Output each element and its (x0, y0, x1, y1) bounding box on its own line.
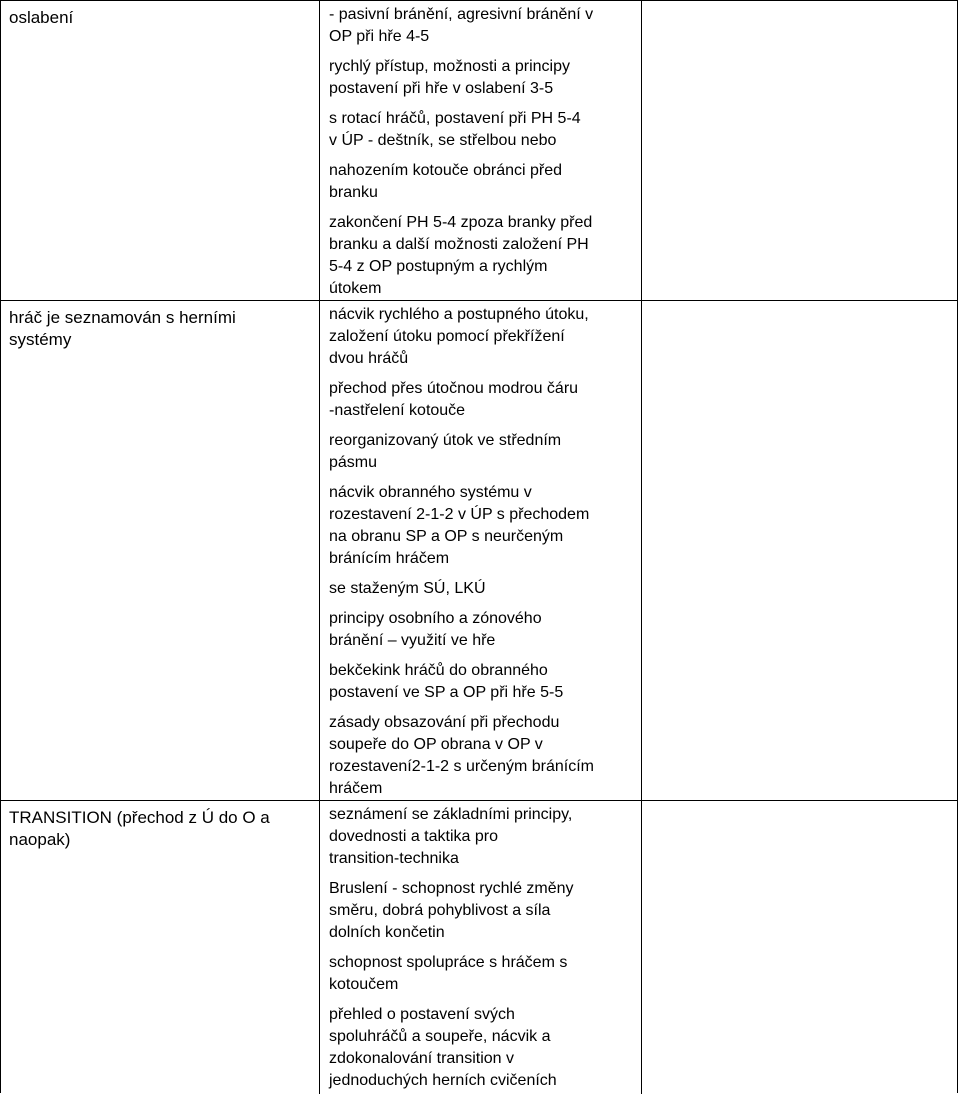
list-item: nácvik obranného systému v rozestavení 2-1-2 v ÚP s přechodem na obranu SP a OP s neurčeným bránícím hráčem (329, 484, 590, 567)
column-divider (319, 801, 320, 1094)
list-item: s rotací hráčů, postavení při PH 5-4 v ÚP - deštník, se střelbou nebo (329, 110, 581, 149)
row-topic: TRANSITION (přechod z Ú do O a naopak) (9, 808, 270, 849)
list-item: zásady obsazování při přechodu soupeře do OP obrana v OP v rozestavení2-1-2 s určeným bránícím hráčem (329, 714, 594, 797)
list-item: nahozením kotouče obránci před branku (329, 162, 563, 201)
list-item: - pasivní bránění, agresivní bránění v OP při hře 4-5 (329, 6, 594, 45)
column-divider (641, 1, 642, 300)
list-item: bekčekink hráčů do obranného postavení ve SP a OP při hře 5-5 (329, 662, 564, 701)
list-item: zakončení PH 5-4 zpoza branky před branku a další možnosti založení PH 5-4 z OP postupným a rychlým útokem (329, 214, 593, 297)
list-item: Bruslení - schopnost rychlé změny směru, dobrá pohyblivost a síla dolních končetin (329, 880, 574, 941)
list-item: se staženým SÚ, LKÚ (329, 580, 486, 597)
row-items (329, 304, 641, 808)
list-item: seznámení se základními principy, dovednosti a taktika pro transition-technika (329, 806, 573, 867)
table-row (1, 801, 957, 1094)
column-divider (319, 1, 320, 300)
list-item: schopnost spolupráce s hráčem s kotoučem (329, 954, 568, 993)
row-topic: oslabení (9, 8, 74, 27)
list-item: rychlý přístup, možnosti a principy postavení při hře v oslabení 3-5 (329, 58, 570, 97)
row-topic: hráč je seznamován s herními systémy (9, 308, 236, 349)
table-row (1, 1, 957, 301)
list-item: nácvik rychlého a postupného útoku, založení útoku pomocí překřížení dvou hráčů (329, 306, 589, 367)
list-item: přehled o postavení svých spoluhráčů a soupeře, nácvik a zdokonalování transition v jednoduchých herních cvičeních (329, 1006, 557, 1089)
column-divider (641, 801, 642, 1094)
row-items (329, 4, 641, 308)
row-items (329, 804, 641, 1100)
list-item: přechod přes útočnou modrou čáru -nastřelení kotouče (329, 380, 579, 419)
column-divider (641, 301, 642, 800)
list-item: principy osobního a zónového bránění – využití ve hře (329, 610, 542, 649)
list-item: reorganizovaný útok ve středním pásmu (329, 432, 562, 471)
table-row (1, 301, 957, 801)
column-divider (319, 301, 320, 800)
